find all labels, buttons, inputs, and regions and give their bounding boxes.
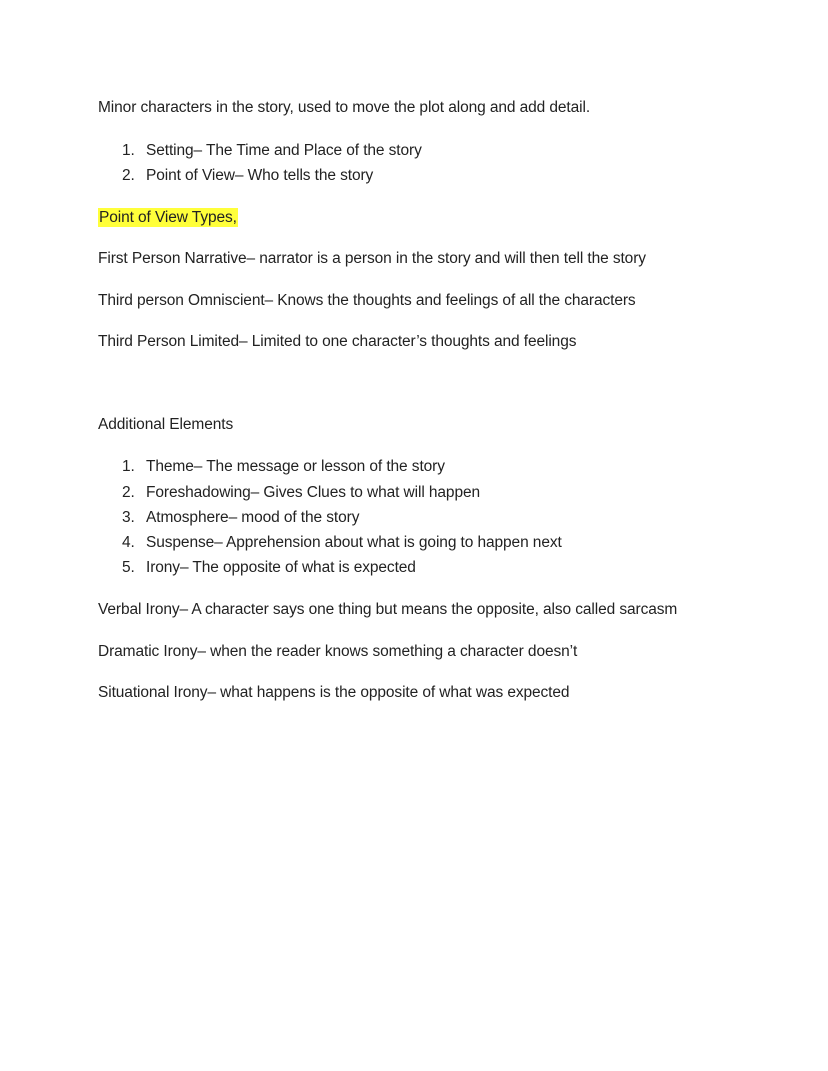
list-item-point-of-view — [122, 166, 373, 186]
list-item-theme — [122, 457, 445, 477]
paragraph-minor-characters: Minor characters in the story, used to move the plot along and add detail. — [98, 99, 591, 116]
list-item-text: Foreshadowing– Gives Clues to what will happen — [146, 484, 481, 501]
list-item-text: Theme– The message or lesson of the story — [146, 458, 445, 475]
highlighted-text: Point of View Types, — [99, 209, 237, 226]
list-number: 2. — [122, 484, 135, 501]
list-number: 3. — [122, 509, 135, 526]
list-number: 2. — [122, 167, 135, 184]
pov-types-heading — [98, 208, 238, 228]
list-item-atmosphere — [122, 508, 359, 528]
paragraph-third-omniscient: Third person Omniscient– Knows the thoughts and feelings of all the characters — [98, 292, 636, 309]
list-item-text: Atmosphere– mood of the story — [146, 509, 360, 526]
list-number: 5. — [122, 559, 135, 576]
list-item-suspense — [122, 533, 562, 553]
list-number: 4. — [122, 534, 135, 551]
paragraph-situational-irony: Situational Irony– what happens is the opposite of what was expected — [98, 684, 570, 701]
additional-elements-heading: Additional Elements — [98, 416, 234, 433]
list-item-irony — [122, 558, 416, 578]
list-item-text: Suspense– Apprehension about what is going to happen next — [146, 534, 562, 551]
paragraph-verbal-irony: Verbal Irony– A character says one thing but means the opposite, also called sarcasm — [98, 601, 678, 618]
paragraph-third-limited: Third Person Limited– Limited to one character’s thoughts and feelings — [98, 333, 577, 350]
list-item-text: Point of View– Who tells the story — [146, 167, 374, 184]
paragraph-dramatic-irony: Dramatic Irony– when the reader knows something a character doesn’t — [98, 643, 578, 660]
list-number: 1. — [122, 142, 135, 159]
list-number: 1. — [122, 458, 135, 475]
paragraph-first-person: First Person Narrative– narrator is a person in the story and will then tell the story — [98, 250, 646, 267]
list-item-foreshadowing — [122, 483, 480, 503]
list-item-text: Setting– The Time and Place of the story — [146, 142, 422, 159]
list-item-setting — [122, 141, 422, 161]
list-item-text: Irony– The opposite of what is expected — [146, 559, 416, 576]
